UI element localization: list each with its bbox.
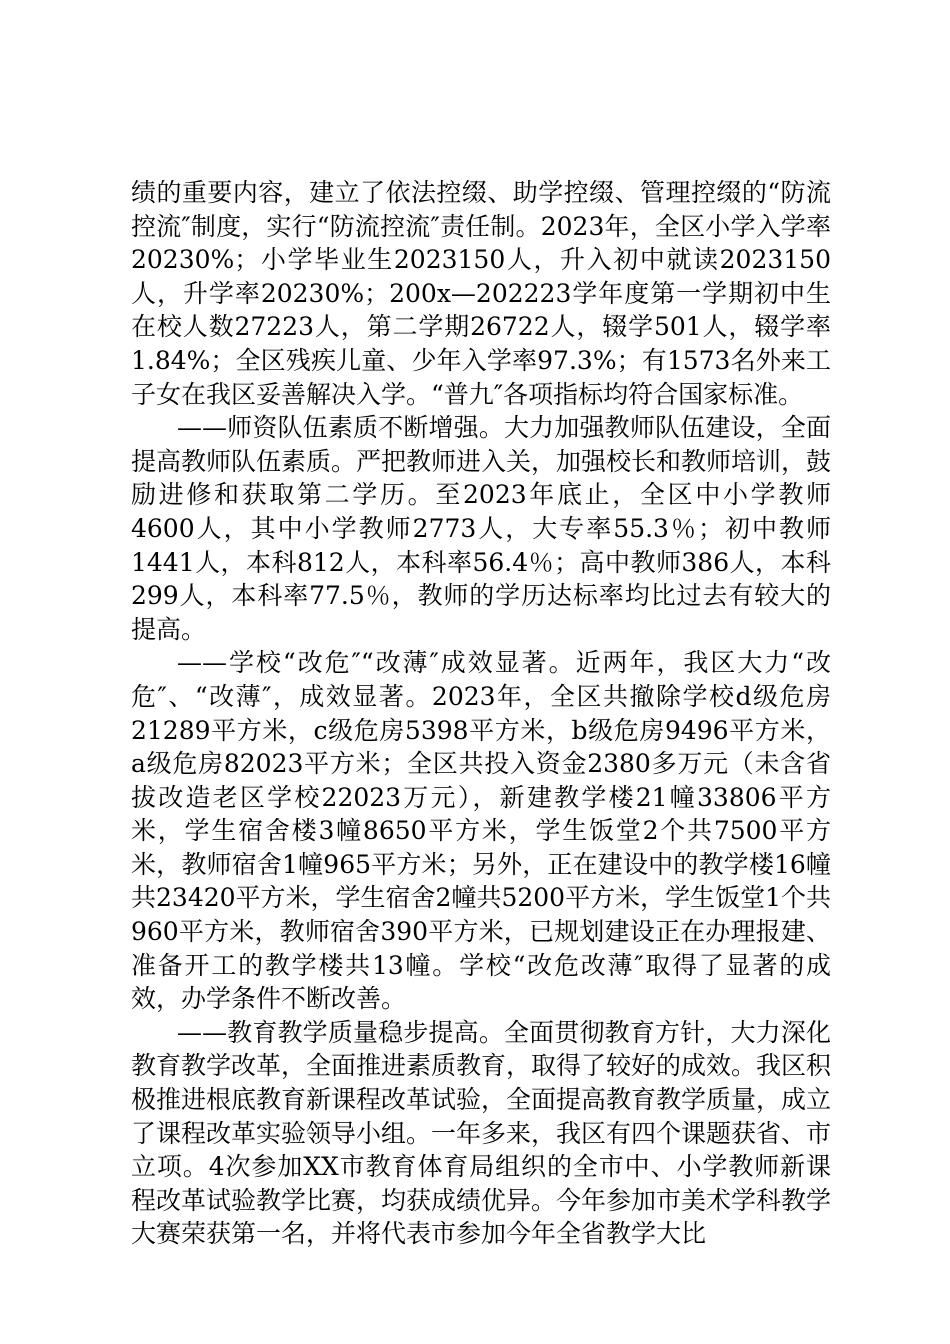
paragraph-school-buildings: ——学校“改危″“改薄″成效显著。近两年，我区大力“改危″、“改薄″，成效显著。2023年，全区共撤除学校d级危房21289平方米，c级危房5398平方米，b级危房9496平方米，a级危房82023平方米；全区共投入资金2380多万元（未含省拔改造老区学校22023万元），新建教学楼21幢33806平方米，学生宿舍楼3幢8650平方米，学生饭堂2个共7500平方米，教师宿舍1幢965平方米；另外，正在建设中的教学楼16幢共23420平方米，学生宿舍2幢共5200平方米，学生饭堂1个共960平方米，教师宿舍390平方米，已规划建设正在办理报建、准备开工的教学楼共13幢。学校“改危改薄″取得了显著的成效，办学条件不断改善。 [131,648,831,1014]
document-page [131,176,831,1251]
paragraph-teachers: ——师资队伍素质不断增强。大力加强教师队伍建设，全面提高教师队伍素质。严把教师进入关，加强校长和教师培训，鼓励进修和获取第二学历。至2023年底止，全区中小学教师4600人，其中小学教师2773人，大专率55.3％；初中教师1441人，本科812人，本科率56.4％；高中教师386人，本科299人，本科率77.5％，教师的学历达标率均比过去有较大的提高。 [131,413,832,644]
paragraph-teaching-quality: ——教育教学质量稳步提高。全面贯彻教育方针，大力深化教育教学改革，全面推进素质教育，取得了较好的成效。我区积极推进根底教育新课程改革试验，全面提高教育教学质量，成立了课程改革实验领导小组。一年多来，我区有四个课题获省、市立项。4次参加XX市教育体育局组织的全市中、小学教师新课程改革试验教学比赛，均获成绩优异。今年参加市美术学科教学大赛荣获第一名，并将代表市参加今年全省教学大比 [131,1017,832,1249]
paragraph-enrollment: 绩的重要内容，建立了依法控缀、助学控缀、管理控缀的“防流控流″制度，实行“防流控流″责任制。2023年，全区小学入学率20230%；小学毕业生2023150人，升入初中就读2023150人，升学率20230%；200x—202223学年度第一学期初中生在校人数27223人，第二学期26722人，辍学501人，辍学率1.84%；全区残疾儿童、少年入学率97.3%；有1573名外来工子女在我区妥善解决入学。“普九″各项指标均符合国家标准。 [131,178,831,409]
